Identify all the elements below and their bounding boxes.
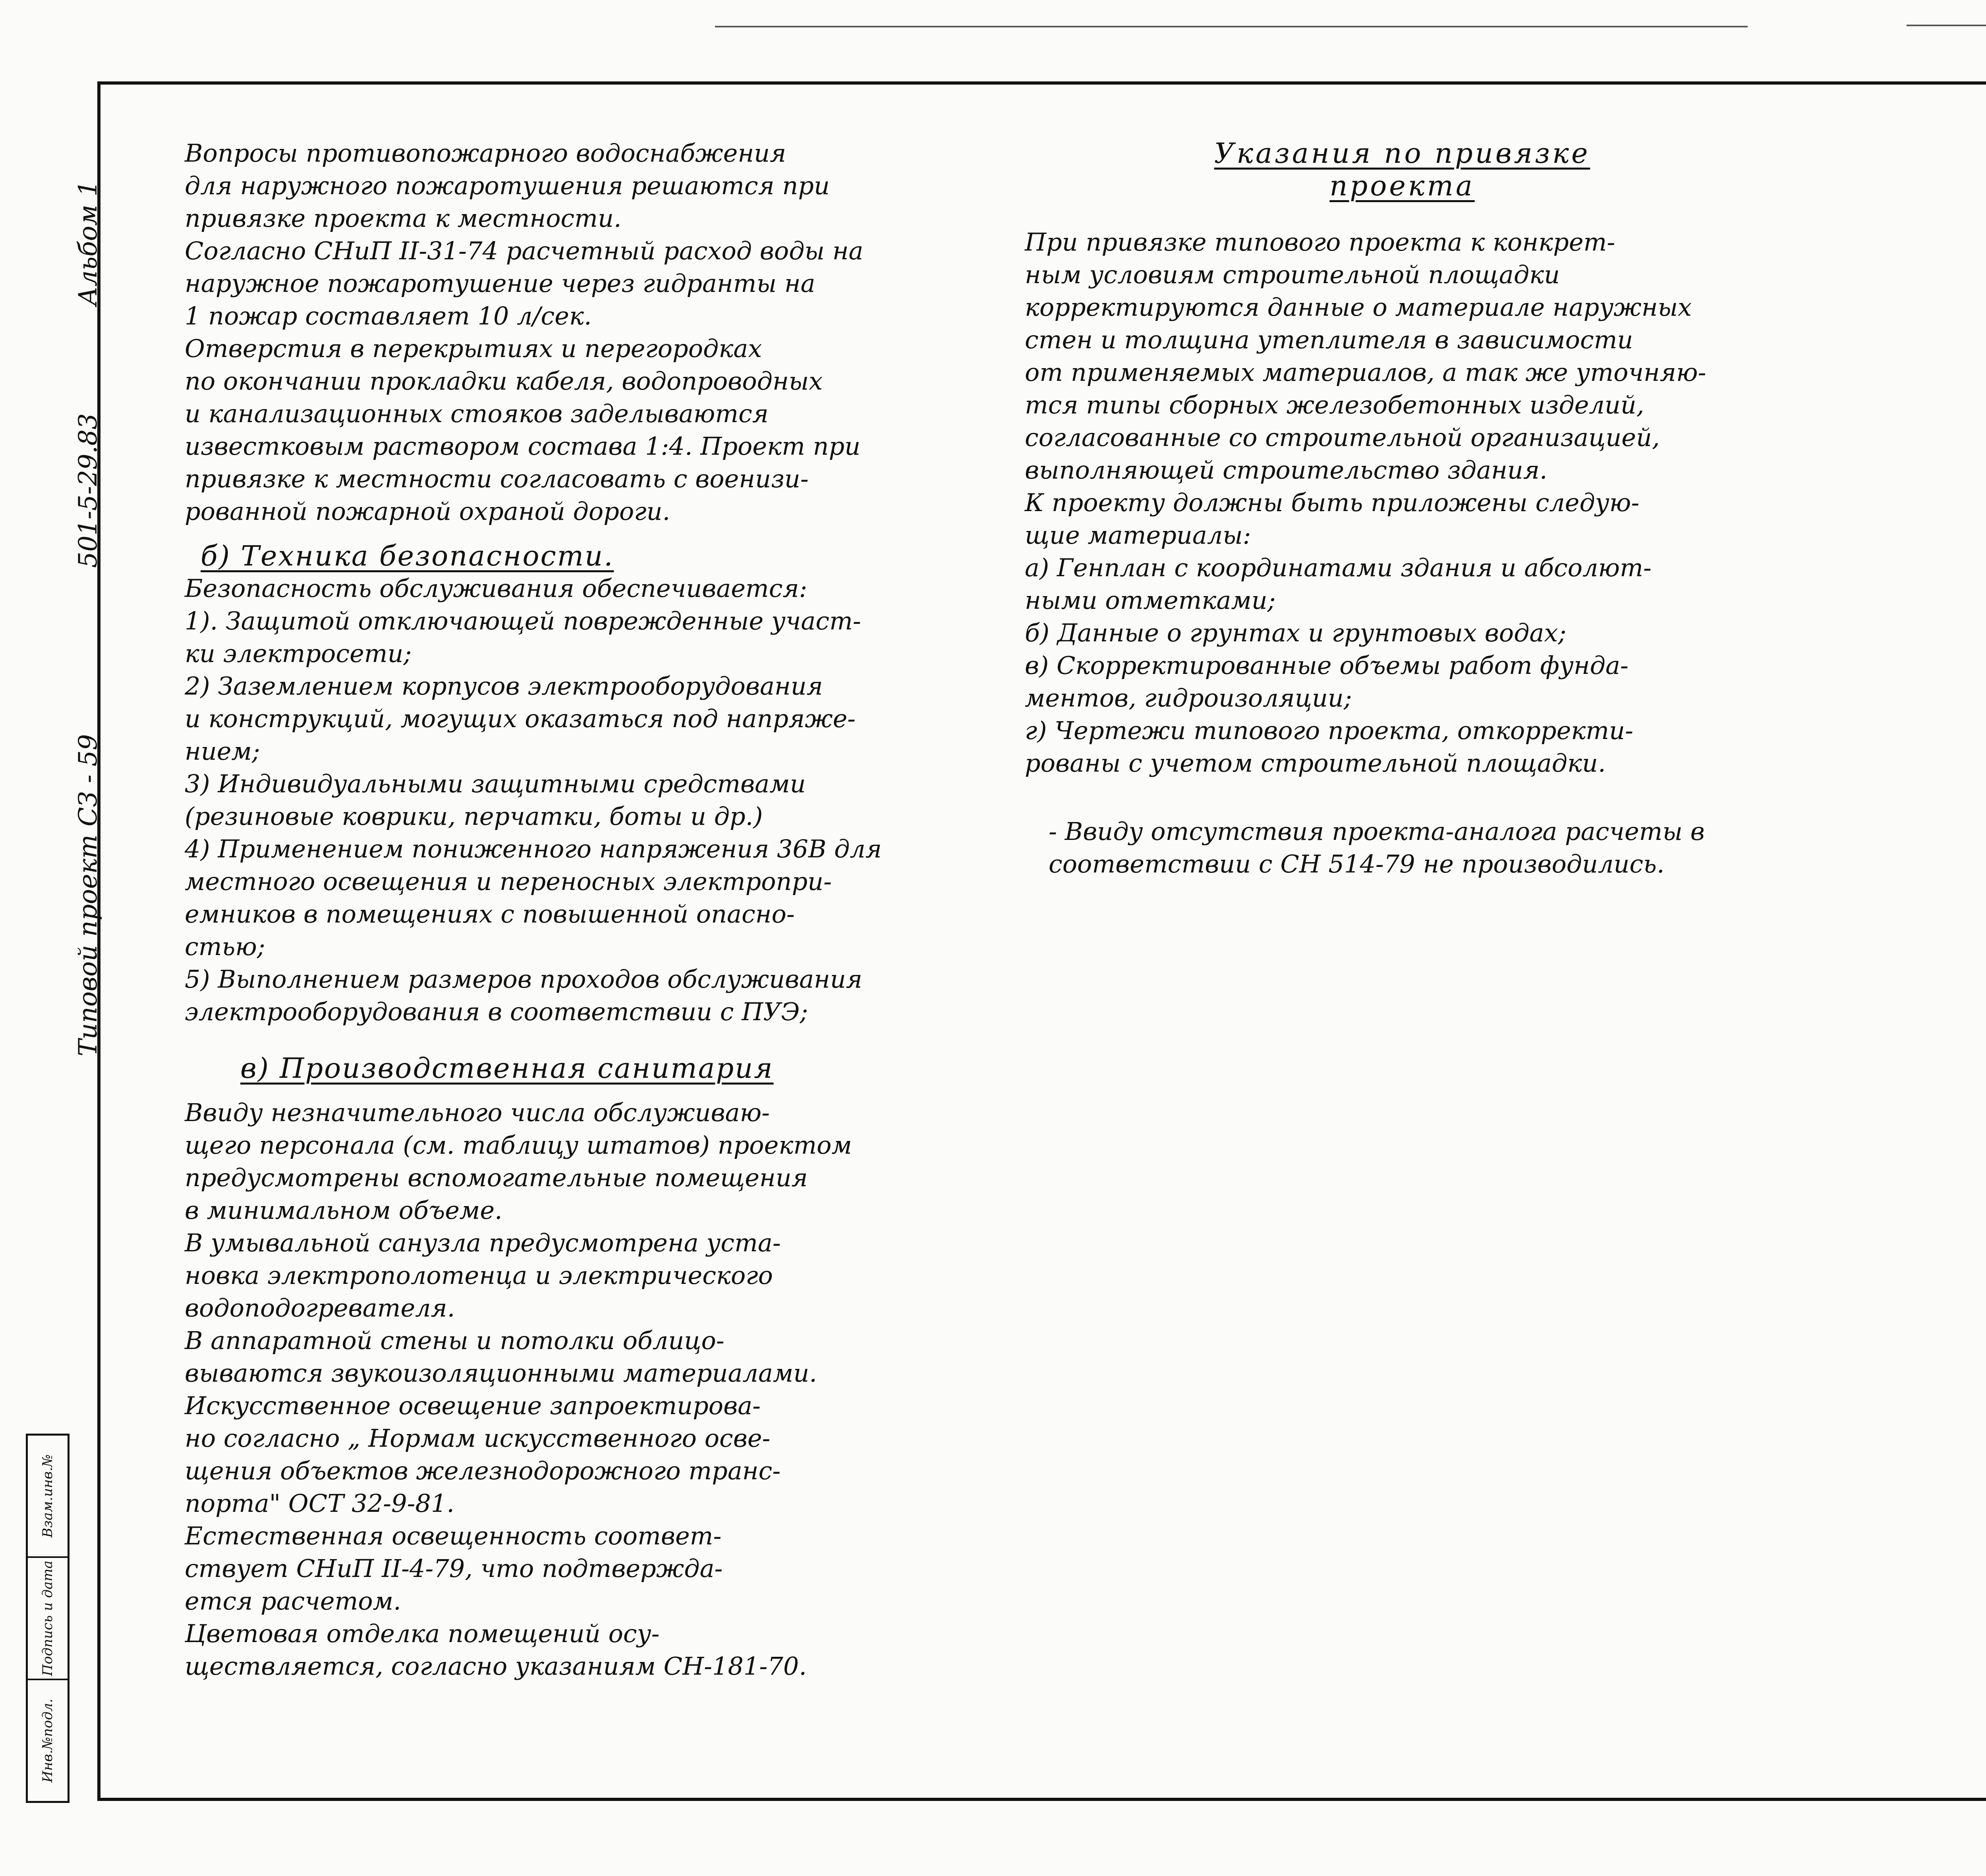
text-line: щения объектов железнодорожного транс- bbox=[185, 1456, 781, 1485]
text-line: В аппаратной стены и потолки облицо- bbox=[185, 1326, 724, 1355]
text-line: б) Данные о грунтах и грунтовых водах; bbox=[1025, 618, 1567, 647]
text-line: нием; bbox=[185, 737, 260, 766]
text-line: ным условиям строительной площадки bbox=[1025, 260, 1560, 289]
text-line: - Ввиду отсутствия проекта-аналога расчеты в bbox=[1049, 817, 1705, 846]
binding-body bbox=[1025, 226, 1779, 780]
stamp-cell bbox=[28, 1680, 68, 1801]
text-line: водоподогревателя. bbox=[185, 1293, 455, 1322]
binding-heading-line1: Указания по привязке bbox=[1214, 137, 1590, 170]
text-line: К проекту должны быть приложены следую- bbox=[1025, 488, 1640, 517]
sanitary-section bbox=[185, 1096, 963, 1683]
text-line: и конструкций, могущих оказаться под напряже- bbox=[185, 704, 856, 733]
side-label-album: Альбом 1 bbox=[73, 180, 103, 306]
text-line: Безопасность обслуживания обеспечивается: bbox=[185, 574, 808, 603]
text-line: При привязке типового проекта к конкрет- bbox=[1025, 228, 1615, 257]
text-line: емников в помещениях с повышенной опасно- bbox=[185, 899, 795, 928]
text-line: Отверстия в перекрытиях и перегородках bbox=[185, 334, 762, 363]
text-line: 5) Выполнением размеров проходов обслуживания bbox=[185, 965, 862, 994]
text-line: соответствии с СН 514-79 не производились. bbox=[1049, 849, 1665, 878]
text-line: рованы с учетом строительной площадки. bbox=[1025, 749, 1606, 778]
text-line: 1 пожар составляет 10 л/сек. bbox=[185, 301, 592, 330]
text-line: в) Скорректированные объемы работ фунда- bbox=[1025, 651, 1629, 680]
text-line: для наружного пожаротушения решаются при bbox=[185, 171, 830, 200]
text-line: Вопросы противопожарного водоснабжения bbox=[185, 139, 786, 168]
text-line: ными отметками; bbox=[1025, 586, 1276, 615]
left-text-column bbox=[185, 137, 963, 1683]
text-line: вываются звукоизоляционными материалами. bbox=[185, 1359, 817, 1388]
text-line: местного освещения и переносных электропри- bbox=[185, 867, 832, 896]
side-label-doc-code: 501-5-29.83 bbox=[73, 413, 103, 568]
text-line: корректируются данные о материале наружных bbox=[1025, 293, 1692, 322]
text-line: В умывальной санузла предусмотрена уста- bbox=[185, 1228, 781, 1257]
text-line: 1). Защитой отключающей поврежденные участ- bbox=[185, 606, 861, 635]
text-line: по окончании прокладки кабеля, водопроводных bbox=[185, 367, 823, 396]
right-text-column bbox=[1025, 137, 1779, 880]
text-line: рованной пожарной охраной дороги. bbox=[185, 497, 670, 526]
text-line: ется расчетом. bbox=[185, 1586, 401, 1615]
approval-stamp bbox=[26, 1434, 70, 1803]
top-scan-rule bbox=[1907, 25, 1986, 26]
analog-note bbox=[1049, 815, 1779, 880]
stamp-cell bbox=[28, 1436, 68, 1558]
side-label-project: Типовой проект СЗ - 59 bbox=[73, 734, 103, 1056]
text-line: привязке проекта к местности. bbox=[185, 204, 622, 233]
text-line: Согласно СНиП II-31-74 расчетный расход воды на bbox=[185, 236, 864, 265]
text-line: порта" ОСТ 32-9-81. bbox=[185, 1489, 455, 1518]
text-line: согласованные со строительной организацией, bbox=[1025, 423, 1660, 452]
text-line: но согласно „ Нормам искусственного осве- bbox=[185, 1424, 771, 1453]
text-line: щего персонала (см. таблицу штатов) проектом bbox=[185, 1131, 852, 1160]
safety-section bbox=[185, 572, 963, 1028]
text-line: в минимальном объеме. bbox=[185, 1196, 502, 1225]
text-line: ствует СНиП II-4-79, что подтвержда- bbox=[185, 1554, 723, 1583]
text-line: Ввиду незначительного числа обслуживаю- bbox=[185, 1098, 770, 1127]
top-scan-rule bbox=[715, 26, 1748, 27]
text-line: тся типы сборных железобетонных изделий, bbox=[1025, 390, 1644, 419]
fire-water-section bbox=[185, 137, 963, 528]
text-line: и канализационных стояков заделываются bbox=[185, 399, 769, 428]
text-line: новка электрополотенца и электрического bbox=[185, 1261, 773, 1290]
text-line: наружное пожаротушение через гидранты на bbox=[185, 269, 815, 298]
stamp-cell-label: Подпись и дата bbox=[40, 1560, 56, 1676]
binding-heading bbox=[1025, 137, 1779, 202]
text-line: электрооборудования в соответствии с ПУЭ; bbox=[185, 997, 808, 1026]
text-line: привязке к местности согласовать с военизи- bbox=[185, 464, 809, 493]
text-line: ментов, гидроизоляции; bbox=[1025, 683, 1352, 712]
text-line: Естественная освещенность соответ- bbox=[185, 1521, 722, 1550]
text-line: Цветовая отделка помещений осу- bbox=[185, 1619, 660, 1648]
text-line: известковым раствором состава 1:4. Проект при bbox=[185, 432, 861, 461]
stamp-cell bbox=[28, 1558, 68, 1680]
text-line: стью; bbox=[185, 932, 265, 961]
text-line: 3) Индивидуальными защитными средствами bbox=[185, 769, 806, 798]
text-line: г) Чертежи типового проекта, откорректи- bbox=[1025, 716, 1633, 745]
text-line: стен и толщина утеплителя в зависимости bbox=[1025, 325, 1633, 354]
stamp-cell-label: Взам.инв.№ bbox=[40, 1454, 56, 1538]
text-line: 4) Применением пониженного напряжения 36В для bbox=[185, 834, 882, 863]
safety-heading: б) Техника безопасности. bbox=[201, 540, 614, 572]
binding-heading-line2: проекта bbox=[1329, 170, 1475, 202]
text-line: щие материалы: bbox=[1025, 521, 1251, 550]
text-line: 2) Заземлением корпусов электрооборудования bbox=[185, 672, 823, 701]
text-line: от применяемых материалов, а так же уточняю- bbox=[1025, 358, 1706, 387]
text-line: ществляется, согласно указаниям СН-181-70. bbox=[185, 1652, 807, 1681]
text-line: (резиновые коврики, перчатки, боты и др.) bbox=[185, 802, 763, 831]
text-line: а) Генплан с координатами здания и абсолют- bbox=[1025, 553, 1652, 582]
sanitary-heading: в) Производственная санитария bbox=[240, 1052, 774, 1085]
text-line: Искусственное освещение запроектирова- bbox=[185, 1391, 761, 1420]
text-line: ки электросети; bbox=[185, 639, 412, 668]
stamp-cell-label: Инв.№подл. bbox=[40, 1698, 56, 1783]
text-line: предусмотрены вспомогательные помещения bbox=[185, 1163, 808, 1192]
text-line: выполняющей строительство здания. bbox=[1025, 455, 1547, 484]
